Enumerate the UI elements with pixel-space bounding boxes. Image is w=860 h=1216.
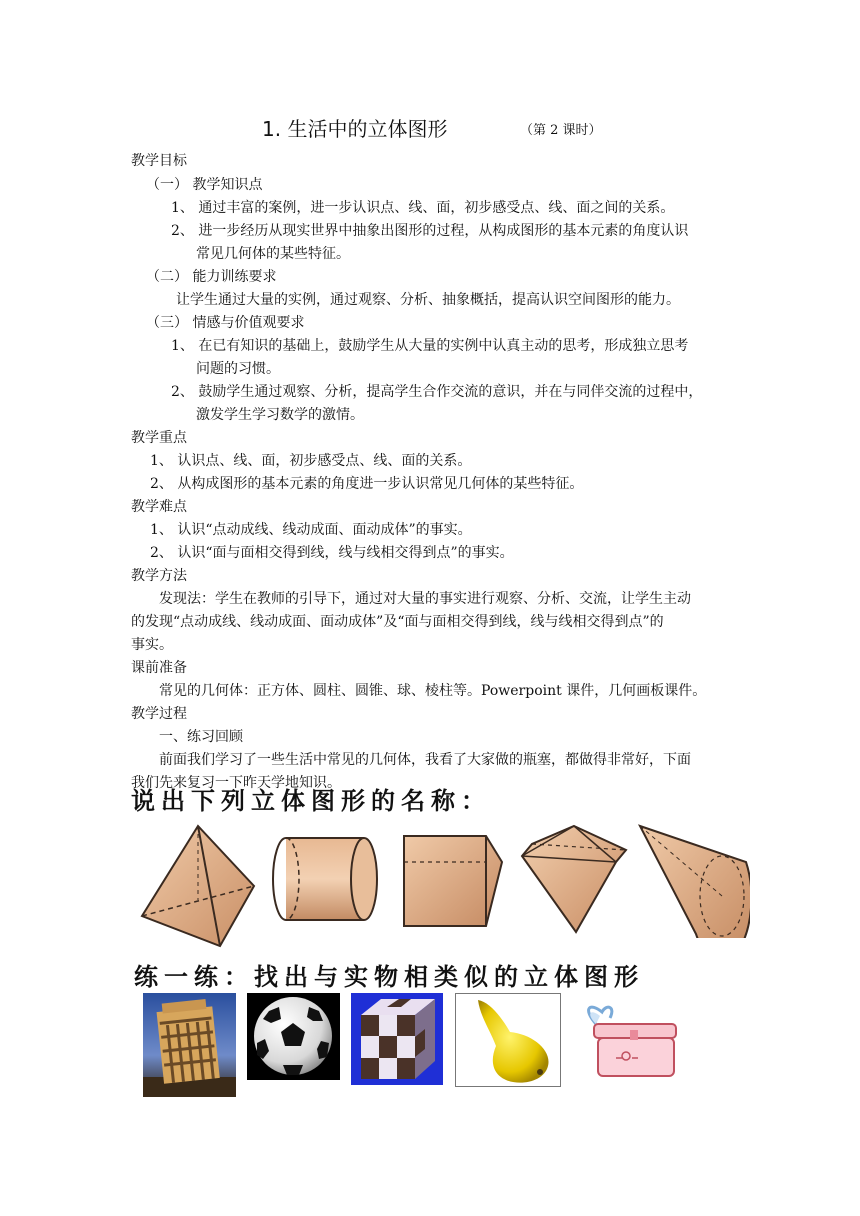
cone-shape xyxy=(636,822,750,938)
section-heading-difficulties: 教学难点 xyxy=(131,499,187,515)
leaning-tower-photo xyxy=(143,993,236,1097)
body-line: 1、 通过丰富的案例，进一步认识点、线、面，初步感受点、线、面之间的关系。 xyxy=(171,200,675,216)
gift-box-drawing xyxy=(576,1000,684,1080)
subheading-knowledge: （一） 教学知识点 xyxy=(146,177,263,193)
body-line: 2、 认识“面与面相交得到线，线与线相交得到点”的事实。 xyxy=(150,545,514,561)
body-line: 常见的几何体：正方体、圆柱、圆锥、球、棱柱等。Powerpoint 课件，几何画板课件。 xyxy=(159,683,707,699)
lesson-period: （第 2 课时） xyxy=(520,123,602,138)
body-line: 事实。 xyxy=(131,637,173,653)
body-line: 常见几何体的某些特征。 xyxy=(196,246,350,262)
section-heading-key-points: 教学重点 xyxy=(131,430,187,446)
body-line: 1、 在已有知识的基础上，鼓励学生从大量的实例中认真主动的思考，形成独立思考 xyxy=(171,338,689,354)
body-line: 问题的习惯。 xyxy=(196,361,280,377)
body-line: 2、 从构成图形的基本元素的角度进一步认识常见几何体的某些特征。 xyxy=(150,476,584,492)
section-heading-preparation: 课前准备 xyxy=(131,660,187,676)
slide-heading-name-solids: 说出下列立体图形的名称： xyxy=(131,787,491,815)
body-line: 激发学生学习数学的激情。 xyxy=(196,407,364,423)
page-title: 1. 生活中的立体图形 xyxy=(262,117,448,141)
body-line: 1、 认识“点动成线、线动成面、面动成体”的事实。 xyxy=(150,522,472,538)
prism-shape xyxy=(400,832,506,930)
section-heading-objectives: 教学目标 xyxy=(131,153,187,169)
cylinder-shape xyxy=(270,834,382,924)
subheading-values: （三） 情感与价值观要求 xyxy=(146,315,305,331)
octahedron-shape xyxy=(518,822,628,936)
subheading-ability: （二） 能力训练要求 xyxy=(146,269,277,285)
body-line: 我们先来复习一下昨天学地知识。 xyxy=(131,775,341,791)
body-line: 2、 进一步经历从现实世界中抽象出图形的过程，从构成图形的基本元素的角度认识 xyxy=(171,223,689,239)
soccer-ball-photo xyxy=(247,993,340,1080)
section-heading-method: 教学方法 xyxy=(131,568,187,584)
checkered-cube-photo xyxy=(351,993,443,1085)
section-heading-process: 教学过程 xyxy=(131,706,187,722)
body-line: 2、 鼓励学生通过观察、分析，提高学生合作交流的意识，并在与同伴交流的过程中， xyxy=(171,384,703,400)
subheading-review: 一、练习回顾 xyxy=(159,729,243,745)
body-line: 让学生通过大量的实例，通过观察、分析、抽象概括，提高认识空间图形的能力。 xyxy=(176,292,680,308)
body-line: 发现法：学生在教师的引导下，通过对大量的事实进行观察、分析、交流，让学生主动 xyxy=(159,591,691,607)
body-line: 的发现“点动成线、线动成面、面动成体”及“面与面相交得到线，线与线相交得到点”的 xyxy=(131,614,664,630)
slide-heading-practice: 练一练：找出与实物相类似的立体图形 xyxy=(134,963,644,991)
pyramid-shape xyxy=(138,822,258,950)
body-line: 前面我们学习了一些生活中常见的几何体，我看了大家做的瓶塞，都做得非常好，下面 xyxy=(159,752,691,768)
pear-photo xyxy=(455,993,561,1087)
body-line: 1、 认识点、线、面，初步感受点、线、面的关系。 xyxy=(150,453,472,469)
